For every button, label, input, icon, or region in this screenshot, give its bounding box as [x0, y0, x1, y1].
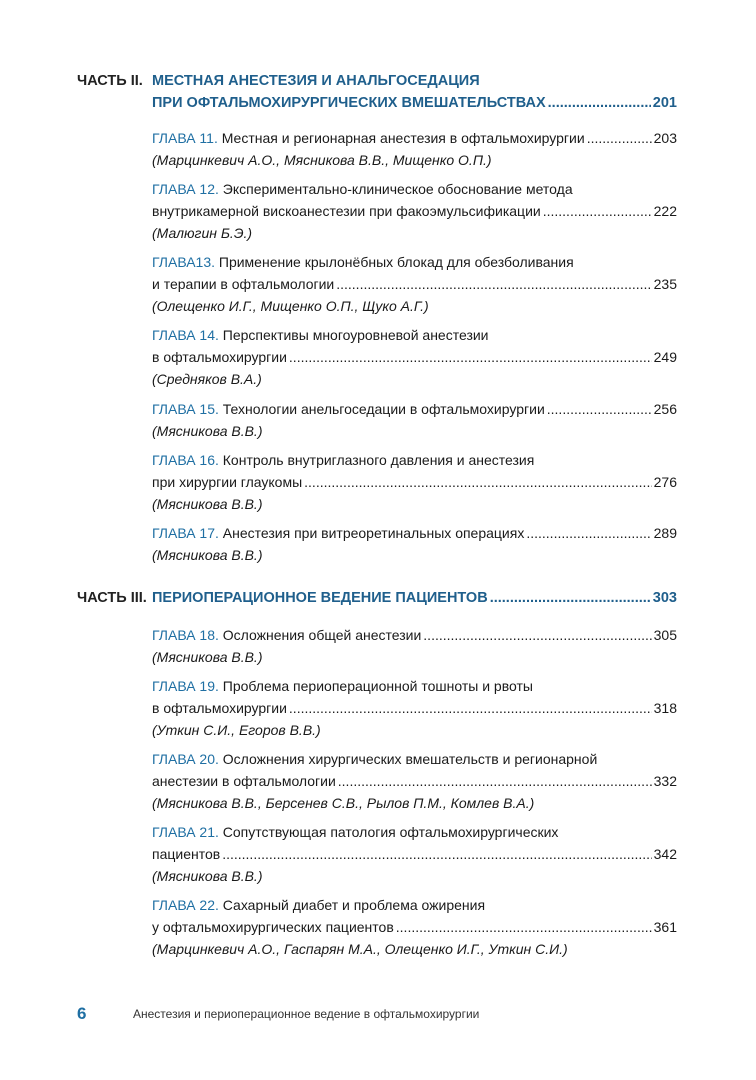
chapter-title-cont: в офтальмохирургии: [152, 349, 287, 365]
chapter-authors: (Олещенко И.Г., Мищенко О.П., Щуко А.Г.): [152, 298, 429, 314]
chapter-authors: (Мясникова В.В.): [152, 868, 263, 884]
chapter-label: ГЛАВА 15.: [152, 401, 219, 417]
toc-entry-chapter-16[interactable]: [152, 449, 677, 515]
part-title-line: МЕСТНАЯ АНЕСТЕЗИЯ И АНАЛЬГОСЕДАЦИЯ: [152, 73, 480, 89]
toc-entry-chapter-19[interactable]: [152, 675, 677, 741]
page-number: 342: [653, 846, 677, 862]
leader-dots: [526, 522, 651, 544]
chapter-title-cont: у офтальмохирургических пациентов: [152, 919, 394, 935]
leader-dots: [396, 916, 652, 938]
chapter-title: Технологии анельгоседации в офтальмохирургии: [222, 401, 545, 417]
leader-dots: [548, 92, 651, 114]
chapter-title-cont: пациентов: [152, 846, 221, 862]
chapter-label: ГЛАВА 21.: [152, 824, 219, 840]
chapter-title-cont: в офтальмохирургии: [152, 700, 287, 716]
chapter-authors: (Марцинкевич А.О., Гаспарян М.А., Олещенко И.Г., Уткин С.И.): [152, 941, 568, 957]
part-label: ЧАСТЬ II.: [77, 73, 143, 89]
chapter-label: ГЛАВА 18.: [152, 627, 219, 643]
toc-entry-chapter-14[interactable]: [152, 324, 677, 390]
chapter-label: ГЛАВА 14.: [152, 327, 219, 343]
chapter-label: ГЛАВА 19.: [152, 678, 219, 694]
page-number: 249: [653, 349, 677, 365]
chapter-authors: (Марцинкевич А.О., Мясникова В.В., Мищенко О.П.): [152, 152, 492, 168]
chapter-title-cont: и терапии в офтальмологии: [152, 276, 335, 292]
page-number: 305: [653, 627, 677, 643]
chapter-authors: (Мясникова В.В.): [152, 496, 263, 512]
leader-dots: [338, 770, 652, 792]
toc-entry-chapter-17[interactable]: [152, 522, 677, 566]
chapter-title: Осложнения общей анестезии: [222, 627, 422, 643]
page-number: 361: [653, 919, 677, 935]
leader-dots: [490, 587, 651, 609]
chapter-authors: (Средняков В.А.): [152, 371, 262, 387]
chapter-title-cont: внутрикамерной вискоанестезии при факоэмульсификации: [152, 203, 541, 219]
toc-entry-chapter-22[interactable]: [152, 894, 677, 960]
page-number: 201: [652, 95, 677, 111]
chapter-authors: (Мясникова В.В.): [152, 423, 263, 439]
toc-entry-chapter-18[interactable]: [152, 624, 677, 668]
chapter-label: ГЛАВА 17.: [152, 525, 219, 541]
page-number: 203: [653, 130, 677, 146]
page-number: 276: [653, 474, 677, 490]
part-title-line-with-page: ПЕРИОПЕРАЦИОННОЕ ВЕДЕНИЕ ПАЦИЕНТОВ ..... 303: [152, 587, 677, 609]
chapter-title: Осложнения хирургических вмешательств и регионарной: [222, 751, 598, 767]
chapter-title: Анестезия при витреоретинальных операциях: [222, 525, 525, 541]
chapter-title: Контроль внутриглазного давления и анестезия: [222, 452, 535, 468]
chapter-authors: (Мясникова В.В.): [152, 547, 263, 563]
chapter-label: ГЛАВА13.: [152, 254, 215, 270]
page-number: 303: [652, 590, 677, 606]
chapter-label: ГЛАВА 22.: [152, 897, 219, 913]
chapter-title-cont: анестезии в офтальмологии: [152, 773, 336, 789]
part-title: [152, 70, 677, 114]
toc-entry-chapter-11[interactable]: [152, 127, 677, 171]
leader-dots: [423, 624, 651, 646]
page-number: 235: [653, 276, 677, 292]
leader-dots: [222, 843, 651, 865]
leader-dots: [547, 398, 652, 420]
leader-dots: [587, 127, 652, 149]
leader-dots: [304, 471, 651, 493]
chapter-title-cont: при хирургии глаукомы: [152, 474, 303, 490]
footer-book-title: Анестезия и периоперационное ведение в офтальмохирургии: [133, 1007, 480, 1021]
page-footer: [77, 1004, 677, 1026]
page-number: 318: [653, 700, 677, 716]
toc-entry-chapter-15[interactable]: [152, 398, 677, 442]
chapter-title: Сопутствующая патология офтальмохирургических: [222, 824, 559, 840]
part-title: [152, 587, 677, 609]
chapter-title: Перспективы многоуровневой анестезии: [222, 327, 489, 343]
page-number: 256: [653, 401, 677, 417]
chapter-authors: (Уткин С.И., Егоров В.В.): [152, 722, 321, 738]
toc-entry-chapter-20[interactable]: [152, 748, 677, 814]
chapter-authors: (Малюгин Б.Э.): [152, 225, 253, 241]
chapter-title: Проблема периоперационной тошноты и рвоты: [222, 678, 533, 694]
toc-entry-chapter-13[interactable]: [152, 251, 677, 317]
chapter-title: Применение крылонёбных блокад для обезболивания: [218, 254, 574, 270]
chapter-title: Местная и регионарная анестезия в офтальмохирургии: [221, 130, 585, 146]
chapter-label: ГЛАВА 12.: [152, 181, 219, 197]
leader-dots: [336, 273, 651, 295]
chapter-label: ГЛАВА 20.: [152, 751, 219, 767]
page-number: 289: [653, 525, 677, 541]
leader-dots: [289, 346, 652, 368]
chapter-title: Экспериментально-клиническое обоснование метода: [222, 181, 573, 197]
chapter-authors: (Мясникова В.В.): [152, 649, 263, 665]
toc-entry-chapter-12[interactable]: [152, 178, 677, 244]
chapter-label: ГЛАВА 16.: [152, 452, 219, 468]
toc-entry-chapter-21[interactable]: [152, 821, 677, 887]
page-number: 222: [653, 203, 677, 219]
chapter-authors: (Мясникова В.В., Берсенев С.В., Рылов П.М., Комлев В.А.): [152, 795, 535, 811]
part-title-line-with-page: ПРИ ОФТАЛЬМОХИРУРГИЧЕСКИХ ВМЕШАТЕЛЬСТВАХ ..... 201: [152, 92, 677, 114]
footer-page-number: 6: [77, 1004, 87, 1023]
leader-dots: [543, 200, 652, 222]
part-label: ЧАСТЬ III.: [77, 590, 147, 606]
chapter-title: Сахарный диабет и проблема ожирения: [222, 897, 486, 913]
chapter-label: ГЛАВА 11.: [152, 130, 218, 146]
page-number: 332: [653, 773, 677, 789]
leader-dots: [289, 697, 652, 719]
